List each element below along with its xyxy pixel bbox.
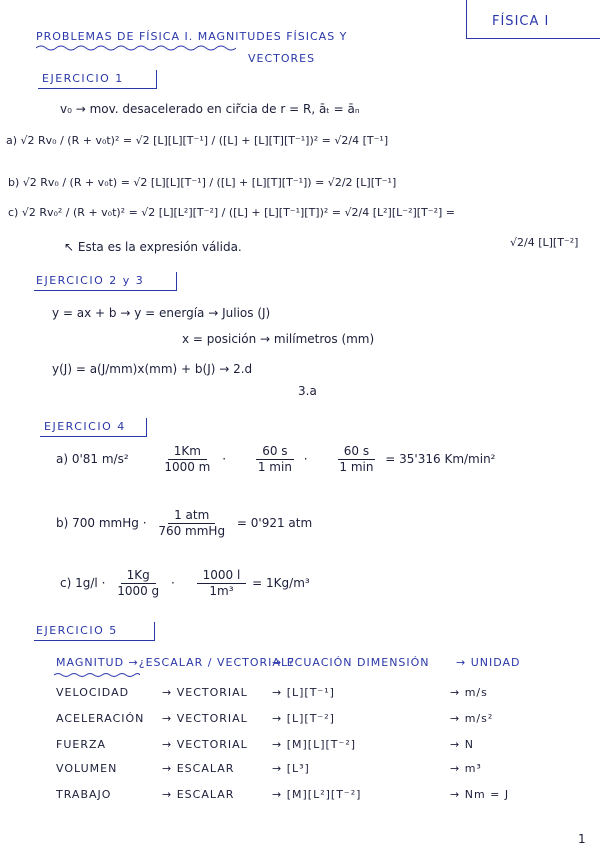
ex5-heading-bar	[154, 622, 155, 641]
ex4-a-fraction-1: $\frac{1Km}{1000 m}$	[164, 444, 211, 474]
ex1-part-c-result: √2/4 [L][T⁻²]	[510, 236, 579, 249]
ex1-intro: v₀ → mov. desacelerado en cir̃cia de r = R, āₜ = āₙ	[60, 102, 360, 116]
ex4-heading: EJERCICIO 4	[44, 420, 126, 433]
ex23-line3: y(J) = a(J/mm)x(mm) + b(J) → 2.d	[52, 362, 253, 376]
document-title-line2: VECTORES	[248, 52, 316, 65]
ex4-part-a: a) 0'81 m/s² $\frac{1Km}{1000 m}$ · $\frac{60 s}{1 \min}$ · $\frac{60 s}{1 \min}$ = 35'316 Km/min²	[56, 444, 496, 474]
ex1-note	[64, 240, 242, 254]
ex4-a-fraction-2: $\frac{60 s}{1 \min}$	[257, 444, 292, 474]
ex4-a-lead: a) 0'81 m/s²	[56, 452, 129, 466]
ex1-part-b: b) √2 Rv₀ / (R + v₀t) = √2 [L][L][T⁻¹] / ([L] + [L][T][T⁻¹]) = √2/2 [L][T⁻¹]	[8, 176, 397, 189]
ex4-c-fraction-1: $\frac{1Kg}{1000 g}$	[117, 568, 160, 598]
ex4-b-result: = 0'921 atm	[236, 516, 313, 530]
ex4-a-result: = 35'316 Km/min²	[385, 452, 496, 466]
ex23-heading: EJERCICIO 2 y 3	[36, 274, 145, 287]
ex23-line2: x = posición → milímetros (mm)	[182, 332, 375, 346]
ex5-header-magnitud: MAGNITUD →¿ESCALAR / VECTORIAL?	[56, 656, 295, 669]
ex5-heading: EJERCICIO 5	[36, 624, 118, 637]
ex1-part-c: c) √2 Rv₀² / (R + v₀t)² = √2 [L][L²][T⁻²] / ([L] + [L][T⁻¹][T])² = √2/4 [L²][L⁻²][T⁻²] =	[8, 206, 455, 219]
ex5-heading-underline	[34, 640, 154, 641]
title-underline	[36, 44, 236, 52]
ex5-header-ecuacion: → ECUACIÓN DIMENSIÓN	[272, 656, 430, 669]
ex23-line1: y = ax + b → y = energía → Julios (J)	[52, 306, 271, 320]
ex1-heading-bar	[156, 70, 157, 89]
page-number: 1	[578, 832, 586, 846]
ex4-heading-underline	[40, 436, 146, 437]
ex23-line4: 3.a	[298, 384, 317, 398]
ex4-c-fraction-2: $\frac{1000 l}{\text{1m³}}$	[197, 568, 247, 599]
ex4-part-c: c) 1g/l · $\frac{1Kg}{1000 g}$ · $\frac{1000 l}{\text{1m³}}$ = 1Kg/m³	[60, 568, 310, 598]
ex4-a-fraction-3: $\frac{60 s}{1 \min}$	[339, 444, 374, 474]
course-box-bottom	[466, 38, 600, 39]
ex23-heading-bar	[176, 272, 177, 291]
ex1-heading: EJERCICIO 1	[42, 72, 124, 85]
document-title-line1: PROBLEMAS DE FÍSICA I. MAGNITUDES FÍSICAS Y	[36, 30, 348, 43]
ex4-c-lead: c) 1g/l	[60, 576, 98, 590]
ex4-b-lead: b) 700 mmHg	[56, 516, 139, 530]
ex1-note-text: Esta es la expresión válida.	[77, 240, 242, 254]
ex23-heading-underline	[34, 290, 176, 291]
course-label: FÍSICA I	[492, 14, 550, 29]
ex4-c-result: = 1Kg/m³	[252, 576, 310, 590]
ex1-heading-underline	[38, 88, 156, 89]
course-box-left	[466, 0, 467, 38]
ex5-header-underline	[54, 672, 140, 678]
ex4-b-fraction: $\frac{\text{1 atm}}{\text{760 mmHg}}$	[158, 508, 226, 538]
ex5-header-unidad: → UNIDAD	[456, 656, 521, 669]
ex4-heading-bar	[146, 418, 147, 437]
ex4-part-b: b) 700 mmHg · $\frac{\text{1 atm}}{\text{760 mmHg}}$ = 0'921 atm	[56, 508, 313, 538]
hook-arrow-icon: ↖	[64, 240, 75, 254]
ex1-part-a: a) √2 Rv₀ / (R + v₀t)² = √2 [L][L][T⁻¹] / ([L] + [L][T][T⁻¹])² = √2/4 [T⁻¹]	[6, 134, 389, 147]
